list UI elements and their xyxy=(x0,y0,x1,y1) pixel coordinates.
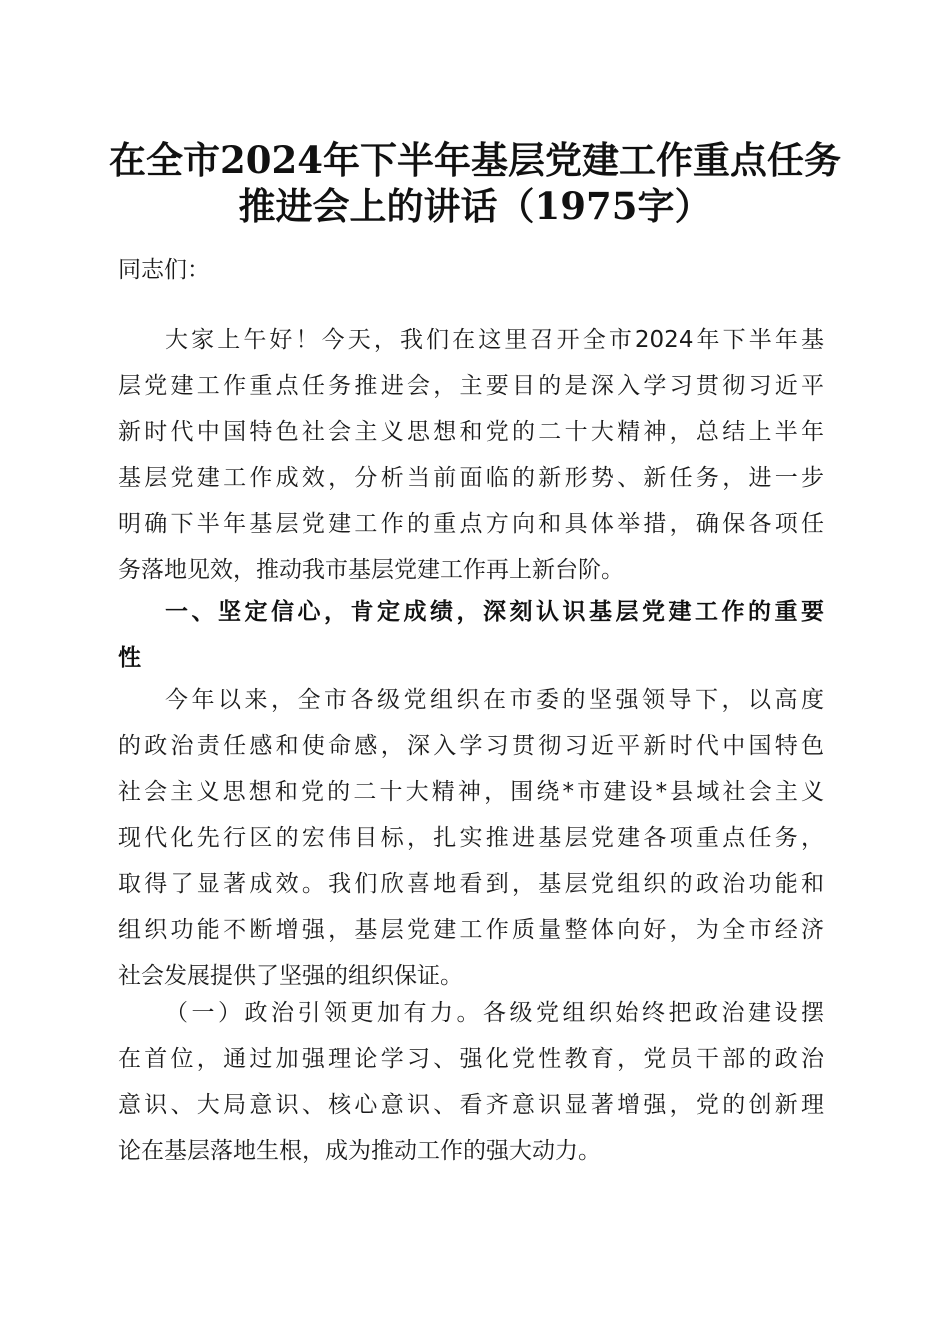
section-body-line: 社会主义思想和党的二十大精神，围绕*市建设*县域社会主义 xyxy=(118,779,824,805)
subsection-line: 论在基层落地生根，成为推动工作的强大动力。 xyxy=(118,1138,601,1164)
intro-line: 基层党建工作成效，分析当前面临的新形势、新任务，进一步 xyxy=(118,465,824,491)
section-body-line: 的政治责任感和使命感，深入学习贯彻习近平新时代中国特色 xyxy=(118,733,824,759)
document-title-line-1: 在全市2024年下半年基层党建工作重点任务 xyxy=(109,138,841,182)
subsection-line: （一）政治引领更加有力。各级党组织始终把政治建设摆 xyxy=(165,1000,824,1026)
section-body-line: 现代化先行区的宏伟目标，扎实推进基层党建各项重点任务， xyxy=(118,825,824,851)
document-title-line-2: 推进会上的讲话（1975字） xyxy=(238,184,712,228)
section-body-line: 社会发展提供了坚强的组织保证。 xyxy=(118,963,463,989)
intro-line: 明确下半年基层党建工作的重点方向和具体举措，确保各项任 xyxy=(118,511,824,537)
intro-line: 层党建工作重点任务推进会，主要目的是深入学习贯彻习近平 xyxy=(118,373,824,399)
section-body-line: 今年以来，全市各级党组织在市委的坚强领导下，以高度 xyxy=(165,687,824,713)
subsection-line: 意识、大局意识、核心意识、看齐意识显著增强，党的创新理 xyxy=(118,1092,824,1118)
section-body-line: 取得了显著成效。我们欣喜地看到，基层党组织的政治功能和 xyxy=(118,871,824,897)
section-heading-line: 性 xyxy=(118,645,141,671)
intro-line: 新时代中国特色社会主义思想和党的二十大精神，总结上半年 xyxy=(118,419,824,445)
intro-line: 大家上午好！今天，我们在这里召开全市2024年下半年基 xyxy=(165,327,824,353)
section-heading-line: 一、坚定信心，肯定成绩，深刻认识基层党建工作的重要 xyxy=(165,599,824,625)
intro-line: 务落地见效，推动我市基层党建工作再上新台阶。 xyxy=(118,557,624,583)
section-body-line: 组织功能不断增强，基层党建工作质量整体向好，为全市经济 xyxy=(118,917,824,943)
subsection-line: 在首位，通过加强理论学习、强化党性教育，党员干部的政治 xyxy=(118,1046,824,1072)
salutation: 同志们： xyxy=(118,257,210,283)
